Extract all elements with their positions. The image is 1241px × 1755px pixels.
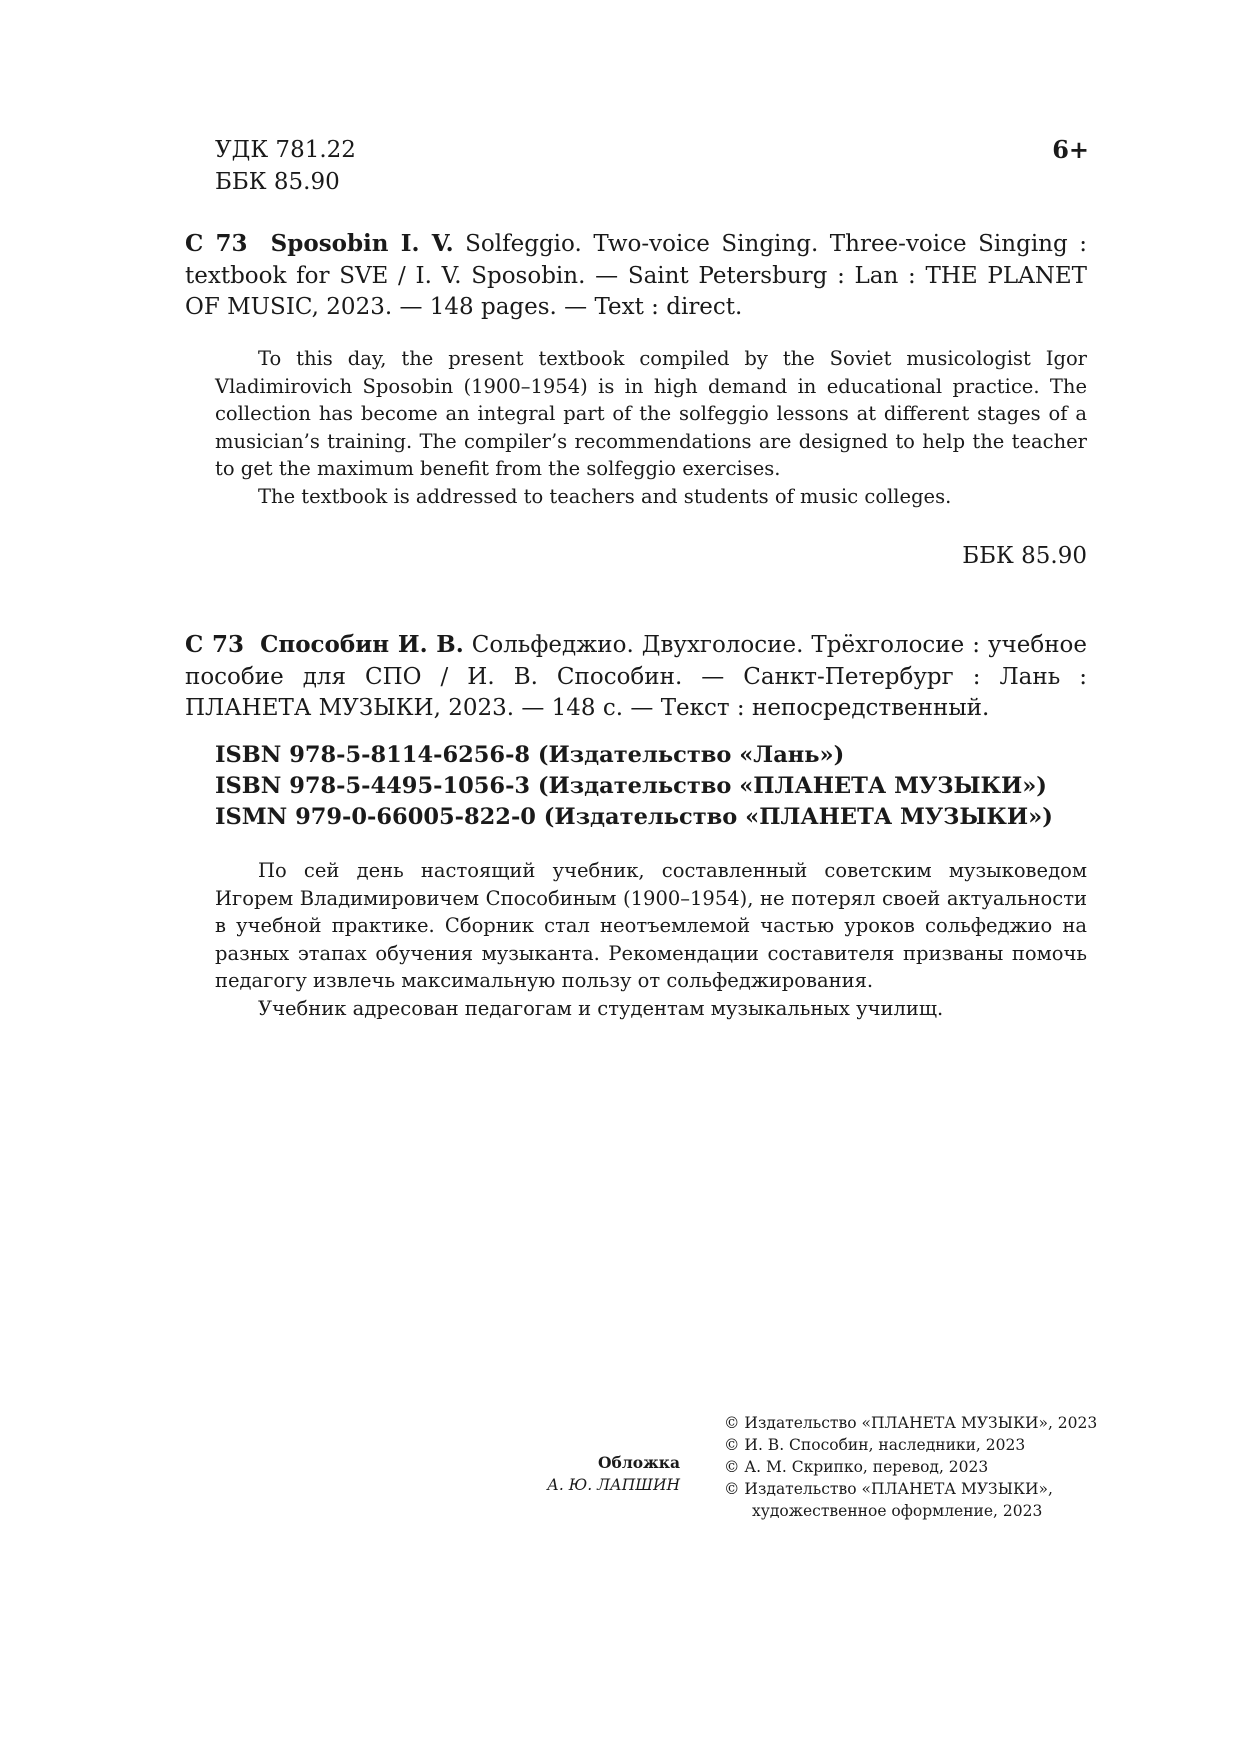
copyright-line: © Издательство «ПЛАНЕТА МУЗЫКИ», [724, 1480, 1053, 1498]
bibliographic-record-english [185, 228, 1087, 324]
annotation-russian [215, 857, 1087, 1022]
copyright-list [724, 1412, 1097, 1522]
classification-block [215, 134, 356, 198]
isbn-lan: ISBN 978-5-8114-6256-8 (Издательство «Лань») [215, 742, 845, 768]
bbk-code: ББК 85.90 [215, 169, 340, 195]
copyright-line: © Издательство «ПЛАНЕТА МУЗЫКИ», 2023 [724, 1414, 1098, 1432]
bibliographic-description: Solfeggio. Two-voice Singing. Three-voice Singing : textbook for SVE / I. V. Sposobin. — Saint Petersburg : Lan : THE PLANET OF MUSIC, 2023. — 148 pages. — Text : direct. [185, 231, 1088, 320]
author-name: Способин И. В. [260, 631, 464, 658]
identifier-list [215, 740, 1053, 833]
cover-label: Обложка [598, 1453, 680, 1472]
author-mark-code: С 73 [185, 230, 248, 257]
bbk-code-right: ББК 85.90 [962, 543, 1087, 569]
cover-credit [480, 1452, 680, 1496]
annotation-paragraph: Учебник адресован педагогам и студентам музыкальных училищ. [258, 996, 944, 1020]
isbn-planet-of-music: ISBN 978-5-4495-1056-3 (Издательство «ПЛАНЕТА МУЗЫКИ») [215, 773, 1047, 799]
copyright-line: художественное оформление, 2023 [752, 1502, 1043, 1520]
annotation-paragraph: To this day, the present textbook compiled by the Soviet musicologist Igor Vladimirovich Sposobin (1900–1954) is in high demand in educational practice. The collection has become an integral part of the solfeggio lessons at different stages of a musician’s training. The compiler’s recommendations are designed to help the teacher to get the maximum benefit from the solfeggio exercises. [215, 347, 1087, 480]
copyright-line: © И. В. Способин, наследники, 2023 [724, 1436, 1026, 1454]
ismn-planet-of-music: ISMN 979-0-66005-822-0 (Издательство «ПЛАНЕТА МУЗЫКИ») [215, 804, 1053, 830]
age-rating: 6+ [1052, 135, 1089, 164]
bibliographic-record-russian [185, 629, 1087, 725]
cover-artist: А. Ю. ЛАПШИН [547, 1476, 680, 1494]
annotation-paragraph: The textbook is addressed to teachers and students of music colleges. [258, 484, 952, 508]
author-name: Sposobin I. V. [270, 230, 454, 257]
copyright-line: © А. М. Скрипко, перевод, 2023 [724, 1458, 989, 1476]
annotation-english [215, 345, 1087, 510]
udc-code: УДК 781.22 [215, 137, 356, 163]
bibliographic-description: Сольфеджио. Двухголосие. Трёхголосие : учебное пособие для СПО / И. В. Способин. — Санкт-Петербург : Лань : ПЛАНЕТА МУЗЫКИ, 2023. — 148 с. — Текст : непосредственный. [185, 632, 1087, 721]
annotation-paragraph: По сей день настоящий учебник, составленный советским музыковедом Игорем Владимировичем Способиным (1900–1954), не потерял своей актуальности в учебной практике. Сборник стал неотъемлемой частью уроков сольфеджио на разных этапах обучения музыканта. Рекомендации составителя призваны помочь педагогу извлечь максимальную пользу от сольфеджирования. [215, 859, 1087, 992]
author-mark-code: С 73 [185, 631, 245, 658]
